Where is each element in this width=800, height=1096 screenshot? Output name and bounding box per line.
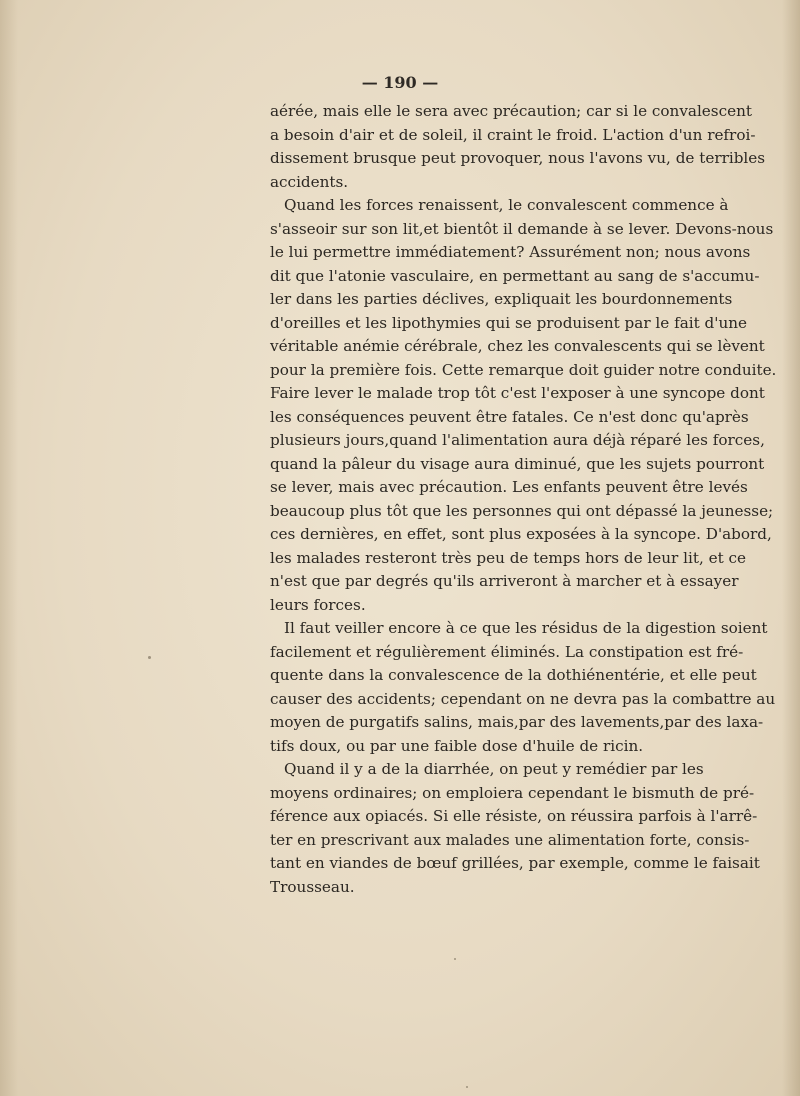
body-text (270, 100, 777, 899)
paper-speck (466, 1086, 468, 1088)
paragraph-3 (270, 617, 776, 758)
text-line: dit que l'atonie vasculaire, en permettant au sang de s'accumu- (270, 266, 760, 285)
text-line: pour la première fois. Cette remarque doit guider notre conduite. (270, 360, 777, 379)
text-line: tant en viandes de bœuf grillées, par exemple, comme le faisait (270, 854, 760, 872)
page-edge-shadow-left (0, 0, 18, 1096)
text-line: accidents. (270, 172, 349, 191)
text-line: beaucoup plus tôt que les personnes qui ont dépassé la jeunesse; (270, 501, 774, 520)
text-line: moyen de purgatifs salins, mais,par des lavements,par des laxa- (270, 713, 764, 731)
text-line: plusieurs jours,quand l'alimentation aura déjà réparé les forces, (270, 431, 765, 449)
text-line: se lever, mais avec précaution. Les enfants peuvent être levés (270, 478, 748, 496)
text-line: Trousseau. (270, 877, 355, 896)
text-line: ter en prescrivant aux malades une alimentation forte, consis- (270, 830, 750, 849)
text-line: dissement brusque peut provoquer, nous l'avons vu, de terribles (270, 149, 766, 167)
text-line: quente dans la convalescence de la dothiénentérie, et elle peut (270, 666, 757, 684)
text-line: aérée, mais elle le sera avec précaution; car si le convalescent (270, 102, 752, 120)
page-number: — 190 — (361, 73, 439, 92)
text-line: a besoin d'air et de soleil, il craint le froid. L'action d'un refroi- (270, 125, 756, 144)
text-line: n'est que par degrés qu'ils arriveront à marcher et à essayer (270, 572, 739, 590)
text-line: moyens ordinaires; on emploiera cependant le bismuth de pré- (270, 783, 755, 802)
page-edge-shadow-right (782, 0, 800, 1096)
text-line: les conséquences peuvent être fatales. Ce n'est donc qu'après (270, 407, 749, 426)
text-line: le lui permettre immédiatement? Assurément non; nous avons (270, 243, 751, 261)
text-line: Quand il y a de la diarrhée, on peut y remédier par les (284, 760, 704, 778)
text-line: ces dernières, en effet, sont plus exposées à la syncope. D'abord, (270, 525, 772, 543)
paper-speck (454, 958, 456, 960)
text-line: véritable anémie cérébrale, chez les convalescents qui se lèvent (270, 337, 765, 355)
text-line: férence aux opiacés. Si elle résiste, on réussira parfois à l'arrê- (270, 807, 758, 825)
text-line: Faire lever le malade trop tôt c'est l'exposer à une syncope dont (270, 384, 765, 402)
text-line: d'oreilles et les lipothymies qui se produisent par le fait d'une (270, 313, 747, 332)
text-line: quand la pâleur du visage aura diminué, que les sujets pourront (270, 454, 765, 473)
text-line: les malades resteront très peu de temps hors de leur lit, et ce (270, 548, 747, 567)
text-line: leurs forces. (270, 595, 366, 614)
paragraph-4 (270, 758, 760, 899)
paper-speck (148, 656, 151, 659)
paragraph-2 (270, 194, 777, 617)
text-line: causer des accidents; cependant on ne devra pas la combattre au (270, 689, 776, 708)
text-line: s'asseoir sur son lit,et bientôt il demande à se lever. Devons-nous (270, 219, 774, 238)
text-line: Quand les forces renaissent, le convalescent commence à (284, 196, 729, 214)
text-line: tifs doux, ou par une faible dose d'huile de ricin. (270, 736, 644, 755)
paragraph-1 (270, 100, 766, 194)
text-line: Il faut veiller encore à ce que les résidus de la digestion soient (284, 619, 768, 637)
text-line: ler dans les parties déclives, expliquait les bourdonnements (270, 290, 733, 308)
text-line: facilement et régulièrement éliminés. La constipation est fré- (270, 642, 744, 661)
